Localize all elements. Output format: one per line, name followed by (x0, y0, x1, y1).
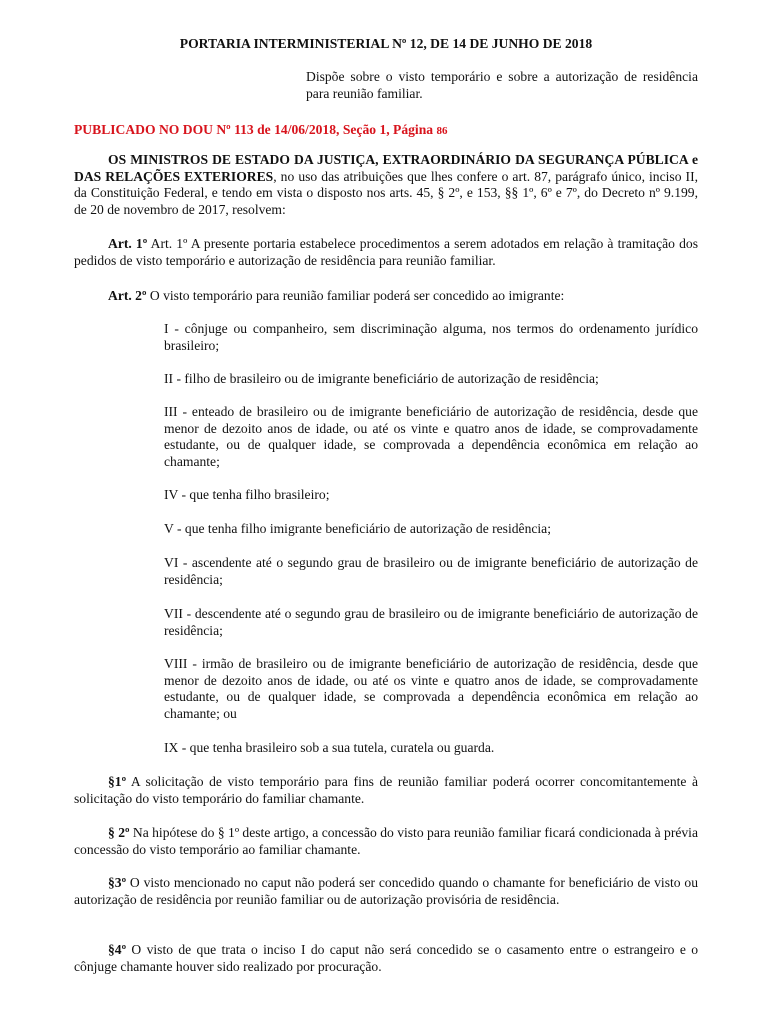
paragraph-2-label: § 2º (108, 825, 130, 840)
preamble-text: , no uso das atribuições que lhes confere o art. 87, parágrafo único, inciso II, da Constituição Federal, e tendo em vista o disposto nos arts. 45, § 2º, e 153, §§ 1º, 6º e 7º, do Decreto nº 9.199, de 20 de novembro de 2017, resolvem: (74, 168, 698, 217)
paragraph-1-label: §1º (108, 774, 127, 789)
paragraph-4-text: O visto de que trata o inciso I do caput não será concedido se o casamento entre o estrangeiro e o cônjuge chamante houver sido realizado por procuração. (74, 942, 698, 974)
item-vi: VI - ascendente até o segundo grau de brasileiro ou de imigrante beneficiário de autorização de residência; (164, 555, 698, 587)
paragraph-3 (74, 875, 698, 908)
article-2-label: Art. 2º (108, 288, 147, 303)
publication-text: PUBLICADO NO DOU Nº 113 de 14/06/2018, Seção 1, Página (74, 122, 437, 137)
paragraph-2 (74, 825, 698, 858)
paragraph-4 (74, 942, 698, 975)
paragraph-1 (74, 774, 698, 807)
preamble (74, 152, 698, 218)
document-title: PORTARIA INTERMINISTERIAL Nº 12, DE 14 DE JUNHO DE 2018 (179, 36, 593, 51)
paragraph-3-label: §3º (108, 875, 127, 890)
publication-page: 86 (436, 125, 448, 137)
paragraph-1-text: A solicitação de visto temporário para fins de reunião familiar poderá ocorrer concomitantemente à solicitação do visto temporário do familiar chamante. (74, 774, 698, 806)
article-2-text: O visto temporário para reunião familiar poderá ser concedido ao imigrante: (146, 288, 565, 303)
item-i: I - cônjuge ou companheiro, sem discriminação alguma, nos termos do ordenamento jurídico brasileiro; (164, 321, 698, 353)
item-ii: II - filho de brasileiro ou de imigrante beneficiário de autorização de residência; (164, 371, 599, 386)
item-ix: IX - que tenha brasileiro sob a sua tutela, curatela ou guarda. (164, 740, 495, 755)
paragraph-3-text: O visto mencionado no caput não poderá ser concedido quando o chamante for beneficiário de visto ou autorização de residência por reunião familiar ou de autorização provisória de residência. (74, 875, 698, 907)
paragraph-2-text: Na hipótese do § 1º deste artigo, a concessão do visto para reunião familiar ficará condicionada à prévia concessão do visto temporário ao familiar chamante. (74, 825, 698, 857)
article-2 (74, 288, 698, 305)
paragraph-4-label: §4º (108, 942, 127, 957)
item-vii: VII - descendente até o segundo grau de brasileiro ou de imigrante beneficiário de autorização de residência; (164, 606, 698, 638)
item-iii: III - enteado de brasileiro ou de imigrante beneficiário de autorização de residência, desde que menor de dezoito anos de idade, ou até os vinte e quatro anos de idade, se comprovadamente estudante, ou de qualquer idade, se comprovada a dependência econômica em relação ao chamante; (164, 404, 698, 469)
item-v: V - que tenha filho imigrante beneficiário de autorização de residência; (164, 521, 551, 536)
article-1 (74, 236, 698, 269)
item-iv: IV - que tenha filho brasileiro; (164, 487, 330, 502)
publication-notice (74, 122, 447, 140)
item-viii: VIII - irmão de brasileiro ou de imigrante beneficiário de autorização de residência, desde que menor de dezoito anos de idade, ou até os vinte e quatro anos de idade, se comprovadamente estudante, ou de qualquer idade, se comprovada a dependência econômica em relação ao chamante; ou (164, 656, 698, 721)
ementa: Dispõe sobre o visto temporário e sobre a autorização de residência para reunião familiar. (306, 69, 698, 101)
article-1-label: Art. 1º (108, 236, 148, 251)
article-1-text: Art. 1º A presente portaria estabelece procedimentos a serem adotados em relação à tramitação dos pedidos de visto temporário e autorização de residência para reunião familiar. (74, 236, 698, 268)
preamble-ministers: OS MINISTROS DE ESTADO DA JUSTIÇA, EXTRAORDINÁRIO DA SEGURANÇA PÚBLICA e DAS RELAÇÕES EXTERIORES (74, 152, 698, 184)
